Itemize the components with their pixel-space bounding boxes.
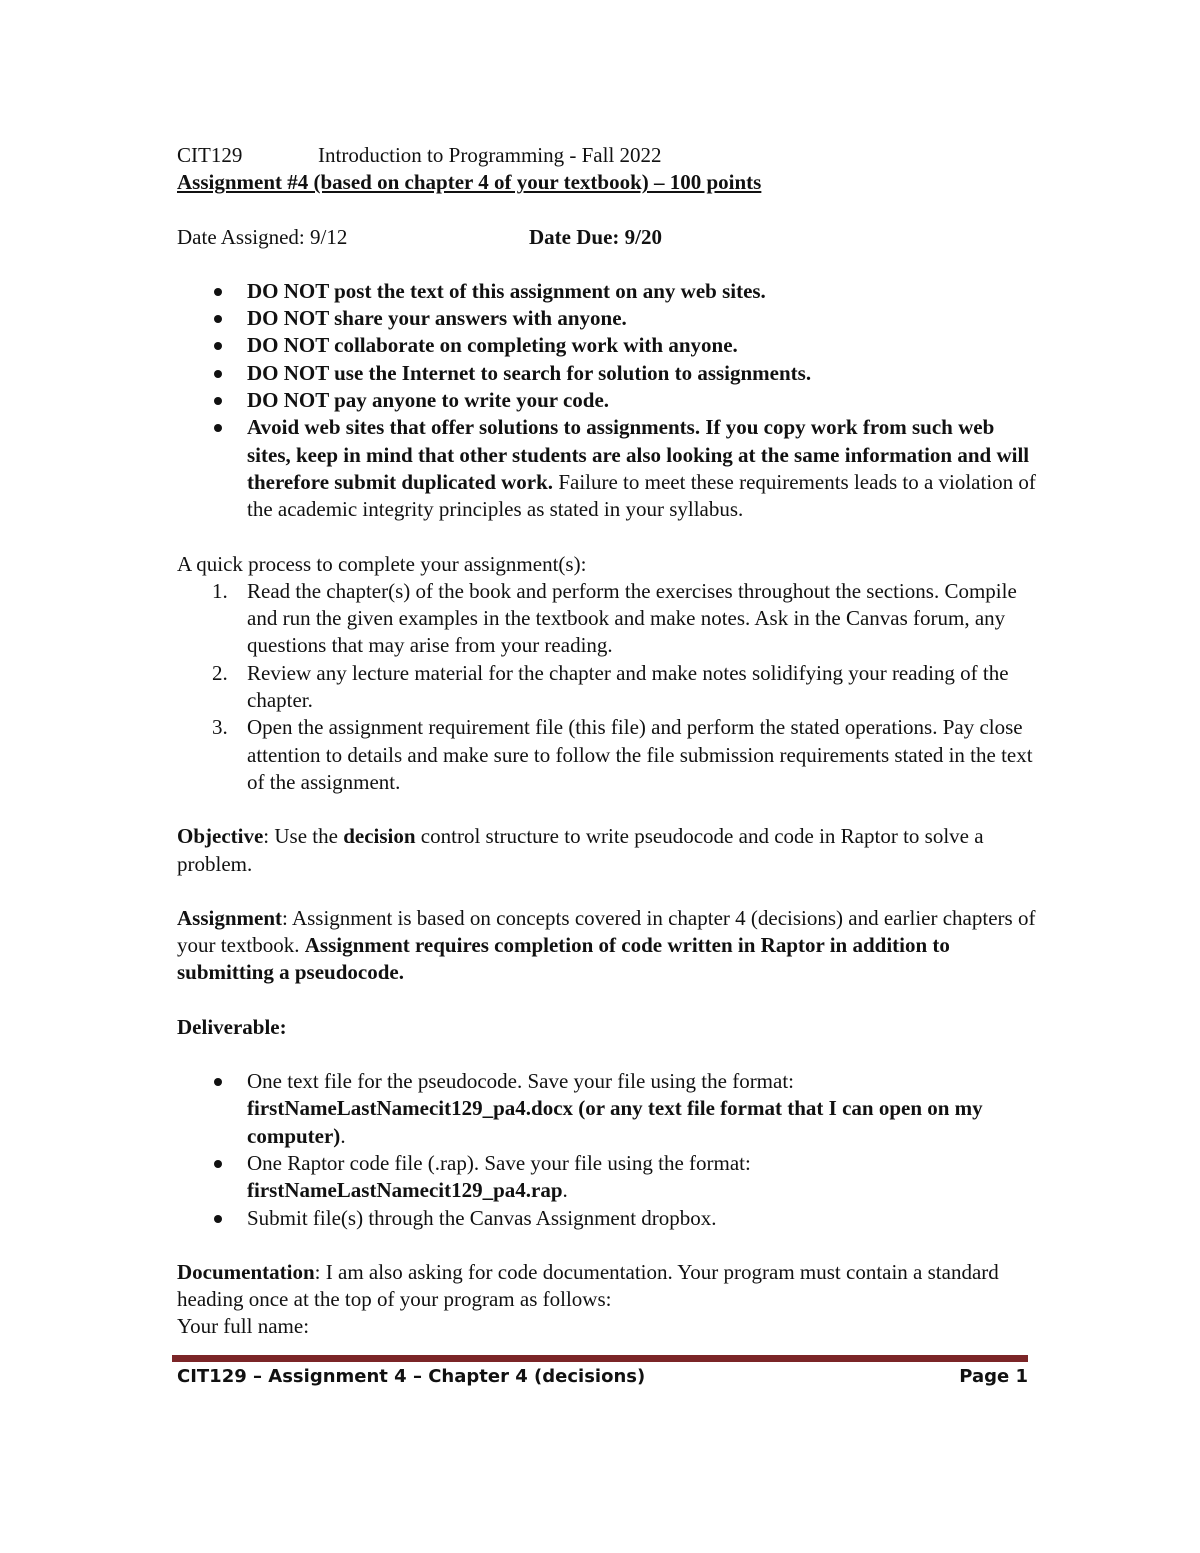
course-title: Introduction to Programming - Fall 2022: [318, 143, 662, 167]
bullet-icon: [214, 315, 222, 323]
step-text: Read the chapter(s) of the book and perform the exercises throughout the sections. Compile and run the given examples in the textbook and make notes. Ask in the Canvas forum, any questions that may arise from your reading.: [247, 578, 1017, 658]
process-steps-list: [177, 578, 1037, 796]
list-item: [177, 387, 1037, 414]
course-code: CIT129: [177, 143, 243, 167]
date-due: Date Due: 9/20: [529, 224, 662, 249]
assignment-requirement: Assignment requires completion of code written in Raptor in addition to submitting a pseudocode.: [177, 933, 950, 985]
objective-label: Objective: [177, 824, 264, 849]
assignment-title: Assignment #4 (based on chapter 4 of your textbook) – 100 points: [177, 170, 762, 195]
integrity-rules-list: [177, 278, 1037, 524]
deliverable-heading: Deliverable:: [177, 1014, 287, 1039]
assignment-paragraph: [177, 905, 1037, 987]
course-header: [177, 142, 1037, 169]
objective-post: control structure to write pseudocode and code in Raptor to solve a problem.: [177, 824, 984, 876]
rule-text: DO NOT pay anyone to write your code.: [247, 388, 610, 413]
dates-row: [177, 224, 1037, 251]
deliverable-filename: firstNameLastNamecit129_pa4.rap: [247, 1178, 563, 1203]
step-text: Review any lecture material for the chapter and make notes solidifying your reading of the chapter.: [247, 660, 1009, 713]
rule-text-bold: Avoid web sites that offer solutions to assignments. If you copy work from such web sites, keep in mind that other students are also looking at the same information and will therefore submit duplicated work.: [247, 415, 1030, 494]
bullet-icon: [214, 397, 222, 405]
list-item: [177, 1068, 1037, 1150]
rule-text: DO NOT post the text of this assignment on any web sites.: [247, 278, 766, 303]
assignment-text: : Assignment is based on concepts covered in chapter 4 (decisions) and earlier chapters of your textbook.: [177, 905, 1036, 958]
list-item: [177, 360, 1037, 387]
list-item: [177, 332, 1037, 359]
document-body: [177, 142, 1037, 1341]
bullet-icon: [214, 1160, 222, 1168]
bullet-icon: [214, 1078, 222, 1086]
date-assigned: Date Assigned: 9/12: [177, 224, 348, 249]
step-number: 2.: [212, 660, 228, 685]
bullet-icon: [214, 370, 222, 378]
list-item: [177, 305, 1037, 332]
list-item: [177, 414, 1037, 523]
bullet-icon: [214, 1215, 222, 1223]
step-number: 1.: [212, 578, 228, 603]
bullet-icon: [214, 342, 222, 350]
documentation-line: Your full name:: [177, 1314, 310, 1339]
list-item: [177, 714, 1037, 796]
objective-keyword: decision: [343, 824, 416, 849]
list-item: [177, 1205, 1037, 1232]
step-number: 3.: [212, 715, 228, 740]
footer-title: CIT129 – Assignment 4 – Chapter 4 (decisions): [177, 1366, 646, 1387]
list-item: [177, 278, 1037, 305]
footer-divider: [172, 1355, 1028, 1362]
page-number: Page 1: [959, 1366, 1028, 1387]
bullet-icon: [214, 288, 222, 296]
objective-pre: : Use the: [263, 824, 344, 849]
deliverable-list: [177, 1068, 1037, 1232]
rule-text: DO NOT use the Internet to search for solution to assignments.: [247, 360, 812, 385]
deliverable-text: One Raptor code file (.rap). Save your file using the format:: [247, 1150, 751, 1175]
deliverable-text: One text file for the pseudocode. Save your file using the format:: [247, 1069, 795, 1094]
process-intro: A quick process to complete your assignment(s):: [177, 551, 587, 576]
deliverable-filename: firstNameLastNamecit129_pa4.docx (or any text file format that I can open on my computer): [247, 1096, 983, 1148]
assignment-label: Assignment: [177, 905, 283, 930]
deliverable-text: Submit file(s) through the Canvas Assignment dropbox.: [247, 1205, 717, 1230]
rule-text-normal: Failure to meet these requirements leads to a violation of the academic integrity principles as stated in your syllabus.: [247, 469, 1036, 522]
rule-text: DO NOT share your answers with anyone.: [247, 306, 627, 331]
bullet-icon: [214, 424, 222, 432]
list-item: [177, 578, 1037, 660]
documentation-label: Documentation: [177, 1259, 315, 1284]
deliverable-end: .: [340, 1123, 346, 1148]
documentation-paragraph: [177, 1259, 1037, 1314]
list-item: [177, 660, 1037, 715]
list-item: [177, 1150, 1037, 1205]
rule-text: DO NOT collaborate on completing work with anyone.: [247, 333, 738, 358]
deliverable-end: .: [562, 1178, 568, 1203]
page-footer: [177, 1366, 1028, 1387]
documentation-text: : I am also asking for code documentation. Your program must contain a standard heading once at the top of your program as follows:: [177, 1259, 999, 1312]
objective-paragraph: [177, 823, 1037, 878]
step-text: Open the assignment requirement file (this file) and perform the stated operations. Pay close attention to details and make sure to follow the file submission requirements stated in the text of the assignment.: [247, 715, 1033, 794]
